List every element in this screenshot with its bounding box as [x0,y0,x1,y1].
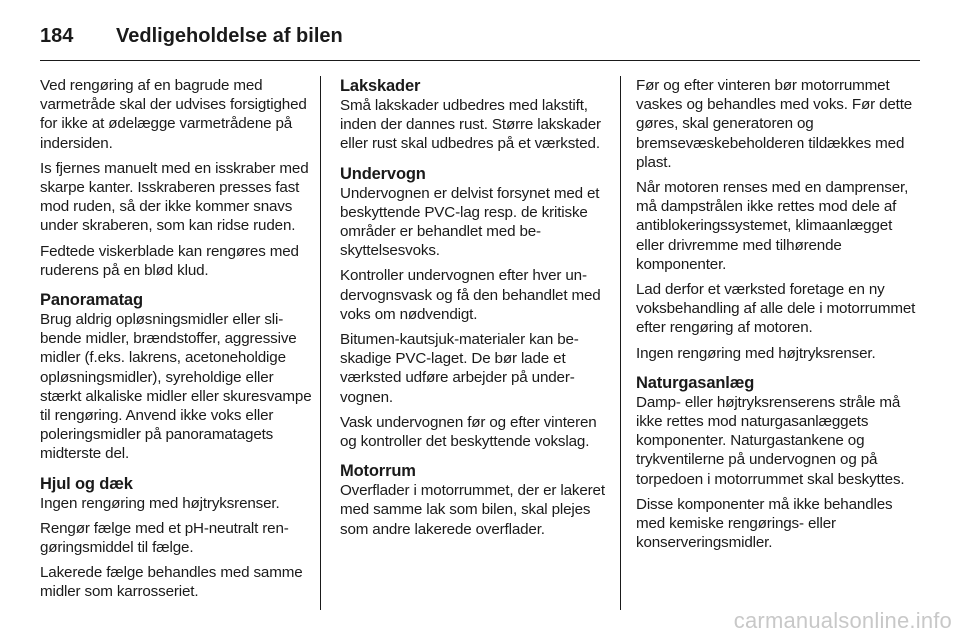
paragraph: Fedtede viskerblade kan rengøres med ruderens på en blød klud. [40,242,299,279]
paragraph: Brug aldrig opløsningsmidler eller slibende midler, brændstoffer, aggressive midler (f.eks. lakrens, acetoneholdige opløsningsmidler), syreholdige eller stærkt alkaliske midler eller skuresvampe til rengøring. Anvend ikke voks eller poleringsmidler på panoramatagets midterste del. [40,311,312,463]
paragraph: Små lakskader udbedres med lakstift, inden der dannes rust. Større lakskader eller rust skal udbedres på et værksted. [340,97,601,153]
paragraph: Lad derfor et værksted foretage en ny voksbehandling af alle dele i motorrummet efter rengøring af motoren. [636,281,916,337]
section-heading-undervogn: Undervogn [340,164,426,183]
paragraph: Kontroller undervognen efter hver undervognsvask og få den behandlet med voks om nødvendigt. [340,267,601,323]
section-heading-hjul-og-daek: Hjul og dæk [40,474,133,493]
column-1 [40,76,312,608]
paragraph: Is fjernes manuelt med en isskraber med skarpe kanter. Isskraberen presses fast mod ruden, så der ikke kommer snavs under skraberen, som kan ridse ruden. [40,159,309,235]
section-heading-motorrum: Motorrum [340,462,416,481]
paragraph: Damp- eller højtryksrenserens stråle må ikke rettes mod naturgasanlæggets komponenter. Naturgastankene og trykventilerne på undervognen og på torpedoen i motorrummet skal beskyttes. [636,393,905,488]
page-number: 184 [40,24,74,47]
paragraph: Overflader i motorrummet, der er lakeret med samme lak som bilen, skal plejes som andre lakerede overflader. [340,482,605,538]
column-divider [620,76,621,610]
paragraph: Undervognen er delvist forsynet med et beskyttende PVC-lag resp. de kritiske områder er behandlet med beskyttelsesvoks. [340,184,600,260]
paragraph: Ingen rengøring med højtryksrenser. [636,344,876,362]
paragraph: Lakerede fælge behandles med samme midler som karrosseriet. [40,564,303,601]
section-heading-naturgasanlaeg: Naturgasanlæg [636,373,755,392]
paragraph: Ved rengøring af en bagrude med varmetråde skal der udvises forsigtighed for ikke at ødelægge varmetrådene på indersiden. [40,77,307,152]
paragraph: Før og efter vinteren bør motorrummet vaskes og behandles med voks. Før dette gøres, skal generatoren og bremsevæskebeholderen tildækkes med plast. [636,77,913,171]
paragraph: Når motoren renses med en damprenser, må dampstrålen ikke rettes mod dele af antiblokeringssystemet, klimaanlægget eller drivremme med tilhørende komponenter. [636,179,909,273]
page-header [40,16,916,56]
paragraph: Ingen rengøring med højtryksrenser. [40,494,280,512]
header-rule [40,60,920,61]
paragraph: Rengør fælge med et pH-neutralt rengøringsmiddel til fælge. [40,519,289,557]
paragraph: Bitumen-kautsjuk-materialer kan beskadige PVC-laget. De bør lade et værksted udføre arbejder på undervognen. [340,331,579,406]
watermark: carmanualsonline.info [733,608,952,633]
section-heading-panoramatag: Panoramatag [40,291,143,310]
column-3 [636,76,916,558]
paragraph: Vask undervognen før og efter vinteren og kontroller det beskyttende vokslag. [340,413,597,451]
paragraph: Disse komponenter må ikke behandles med kemiske rengørings- eller konserveringsmidler. [636,495,893,552]
page-title: Vedligeholdelse af bilen [116,24,343,47]
section-heading-lakskader: Lakskader [340,77,421,95]
column-divider [320,76,321,610]
column-2 [340,76,612,545]
